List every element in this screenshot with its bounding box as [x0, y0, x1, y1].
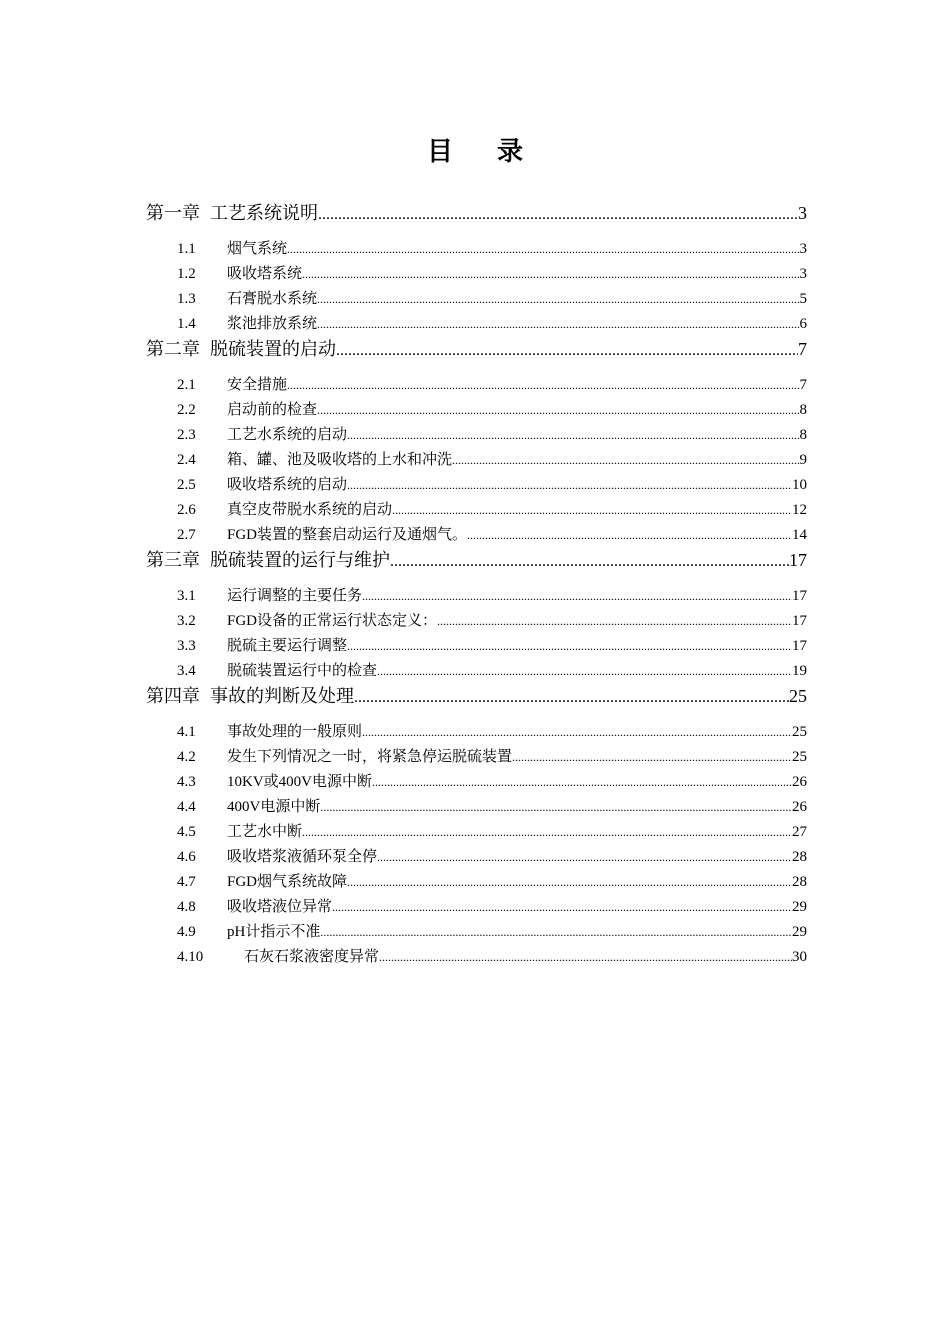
- dot-leader: [347, 423, 799, 448]
- dot-leader: [390, 548, 789, 574]
- chapter-page-number: 17: [789, 550, 807, 570]
- toc-section-entry[interactable]: [146, 609, 807, 634]
- section-title: 浆池排放系统: [227, 316, 318, 332]
- section-title: 箱、罐、池及吸收塔的上水和冲洗: [227, 452, 453, 468]
- dot-leader: [354, 684, 789, 710]
- section-number: 1.4: [177, 316, 196, 332]
- section-page-number: 29: [792, 924, 807, 940]
- section-title: 400V电源中断: [227, 799, 321, 815]
- section-page-number: 17: [792, 588, 807, 604]
- toc-section-entry[interactable]: [146, 448, 807, 473]
- section-number: 4.10: [177, 949, 204, 965]
- dot-leader: [302, 820, 792, 845]
- section-title: 工艺水中断: [227, 824, 303, 840]
- section-title: 脱硫装置运行中的检查: [227, 663, 378, 679]
- chapter-label: 第一章: [146, 203, 200, 223]
- toc-section-entry[interactable]: [146, 745, 807, 770]
- section-title: 石灰石浆液密度异常: [244, 949, 380, 965]
- dot-leader: [302, 262, 799, 287]
- section-page-number: 8: [799, 427, 807, 443]
- section-title: 吸收塔系统: [227, 266, 303, 282]
- section-title: 吸收塔浆液循环泵全停: [227, 849, 378, 865]
- chapter-title: 事故的判断及处理: [210, 686, 354, 706]
- chapter-title: 工艺系统说明: [210, 203, 318, 223]
- chapter-label: 第二章: [146, 339, 200, 359]
- toc-section-entry[interactable]: [146, 423, 807, 448]
- section-title: 真空皮带脱水系统的启动: [227, 502, 393, 518]
- toc-section-entry[interactable]: [146, 498, 807, 523]
- toc-section-entry[interactable]: [146, 770, 807, 795]
- chapter-page-number: 7: [798, 339, 807, 359]
- section-number: 4.3: [177, 774, 196, 790]
- chapter-label: 第四章: [146, 686, 200, 706]
- toc-section-entry[interactable]: [146, 920, 807, 945]
- section-number: 4.6: [177, 849, 196, 865]
- section-title: 工艺水系统的启动: [227, 427, 348, 443]
- dot-leader: [320, 795, 792, 820]
- toc-section-entry[interactable]: [146, 795, 807, 820]
- section-number: 4.4: [177, 799, 196, 815]
- section-number: 3.3: [177, 638, 196, 654]
- dot-leader: [317, 287, 799, 312]
- dot-leader: [372, 770, 792, 795]
- section-page-number: 28: [792, 874, 807, 890]
- toc-section-entry[interactable]: [146, 287, 807, 312]
- table-of-contents: [146, 201, 807, 970]
- dot-leader: [347, 634, 792, 659]
- dot-leader: [362, 584, 792, 609]
- toc-section-entry[interactable]: [146, 895, 807, 920]
- section-number: 2.6: [177, 502, 196, 518]
- toc-section-entry[interactable]: [146, 584, 807, 609]
- section-number: 4.1: [177, 724, 196, 740]
- dot-leader: [332, 895, 792, 920]
- chapter-page-number: 25: [789, 686, 807, 706]
- section-page-number: 14: [792, 527, 807, 543]
- toc-chapter-entry[interactable]: [146, 201, 807, 226]
- dot-leader: [392, 498, 792, 523]
- dot-leader: [467, 523, 792, 548]
- dot-leader: [512, 745, 792, 770]
- section-number: 1.3: [177, 291, 196, 307]
- toc-heading: 目录: [426, 137, 567, 166]
- chapter-title: 脱硫装置的运行与维护: [210, 550, 390, 570]
- dot-leader: [347, 870, 792, 895]
- toc-section-entry[interactable]: [146, 237, 807, 262]
- toc-section-entry[interactable]: [146, 820, 807, 845]
- section-page-number: 7: [799, 377, 807, 393]
- section-number: 2.7: [177, 527, 196, 543]
- section-page-number: 10: [792, 477, 807, 493]
- section-page-number: 17: [792, 638, 807, 654]
- toc-section-entry[interactable]: [146, 262, 807, 287]
- toc-section-entry[interactable]: [146, 659, 807, 684]
- dot-leader: [362, 720, 792, 745]
- section-number: 2.3: [177, 427, 196, 443]
- section-title: 烟气系统: [227, 241, 288, 257]
- dot-leader: [320, 920, 792, 945]
- toc-section-entry[interactable]: [146, 312, 807, 337]
- chapter-title: 脱硫装置的启动: [210, 339, 336, 359]
- section-page-number: 30: [792, 949, 807, 965]
- dot-leader: [379, 945, 792, 970]
- toc-section-entry[interactable]: [146, 870, 807, 895]
- section-page-number: 3: [799, 266, 807, 282]
- dot-leader: [287, 237, 799, 262]
- section-page-number: 19: [792, 663, 807, 679]
- dot-leader: [437, 609, 792, 634]
- toc-section-entry[interactable]: [146, 720, 807, 745]
- chapter-label: 第三章: [146, 550, 200, 570]
- section-title: 启动前的检查: [227, 402, 318, 418]
- dot-leader: [287, 373, 799, 398]
- section-page-number: 5: [799, 291, 807, 307]
- toc-chapter-entry[interactable]: [146, 684, 807, 709]
- section-page-number: 12: [792, 502, 807, 518]
- section-number: 3.1: [177, 588, 196, 604]
- section-title: 运行调整的主要任务: [227, 588, 363, 604]
- section-page-number: 9: [799, 452, 807, 468]
- section-title: FGD装置的整套启动运行及通烟气。: [227, 527, 468, 543]
- section-title: FGD烟气系统故障: [227, 874, 348, 890]
- section-number: 2.4: [177, 452, 196, 468]
- toc-section-entry[interactable]: [146, 398, 807, 423]
- dot-leader: [377, 659, 792, 684]
- toc-section-entry[interactable]: [146, 945, 807, 970]
- section-title: 吸收塔系统的启动: [227, 477, 348, 493]
- section-number: 3.4: [177, 663, 196, 679]
- section-title: FGD设备的正常运行状态定义：: [227, 613, 438, 629]
- section-page-number: 17: [792, 613, 807, 629]
- section-page-number: 26: [792, 774, 807, 790]
- section-number: 2.5: [177, 477, 196, 493]
- toc-chapter-entry[interactable]: [146, 337, 807, 362]
- dot-leader: [377, 845, 792, 870]
- section-number: 4.5: [177, 824, 196, 840]
- section-page-number: 6: [799, 316, 807, 332]
- dot-leader: [347, 473, 792, 498]
- section-page-number: 29: [792, 899, 807, 915]
- section-title: 吸收塔液位异常: [227, 899, 333, 915]
- section-title: 发生下列情况之一时，将紧急停运脱硫装置: [227, 749, 513, 765]
- section-title: 安全措施: [227, 377, 288, 393]
- section-number: 4.7: [177, 874, 196, 890]
- toc-chapter-entry[interactable]: [146, 548, 807, 573]
- section-title: 石膏脱水系统: [227, 291, 318, 307]
- section-number: 3.2: [177, 613, 196, 629]
- section-number: 2.2: [177, 402, 196, 418]
- dot-leader: [317, 398, 799, 423]
- section-title: 脱硫主要运行调整: [227, 638, 348, 654]
- toc-section-entry[interactable]: [146, 845, 807, 870]
- section-title: pH计指示不准: [227, 924, 321, 940]
- section-number: 4.9: [177, 924, 196, 940]
- section-number: 4.2: [177, 749, 196, 765]
- dot-leader: [452, 448, 799, 473]
- section-number: 1.1: [177, 241, 196, 257]
- toc-section-entry[interactable]: [146, 473, 807, 498]
- dot-leader: [318, 201, 798, 227]
- section-page-number: 27: [792, 824, 807, 840]
- section-page-number: 26: [792, 799, 807, 815]
- section-page-number: 25: [792, 724, 807, 740]
- toc-section-entry[interactable]: [146, 523, 807, 548]
- dot-leader: [336, 337, 798, 363]
- section-page-number: 28: [792, 849, 807, 865]
- section-title: 10KV或400V电源中断: [227, 774, 372, 790]
- dot-leader: [317, 312, 799, 337]
- toc-section-entry[interactable]: [146, 634, 807, 659]
- section-number: 1.2: [177, 266, 196, 282]
- section-number: 4.8: [177, 899, 196, 915]
- section-page-number: 8: [799, 402, 807, 418]
- toc-section-entry[interactable]: [146, 373, 807, 398]
- section-page-number: 25: [792, 749, 807, 765]
- section-number: 2.1: [177, 377, 196, 393]
- chapter-page-number: 3: [798, 203, 807, 223]
- section-title: 事故处理的一般原则: [227, 724, 363, 740]
- section-page-number: 3: [799, 241, 807, 257]
